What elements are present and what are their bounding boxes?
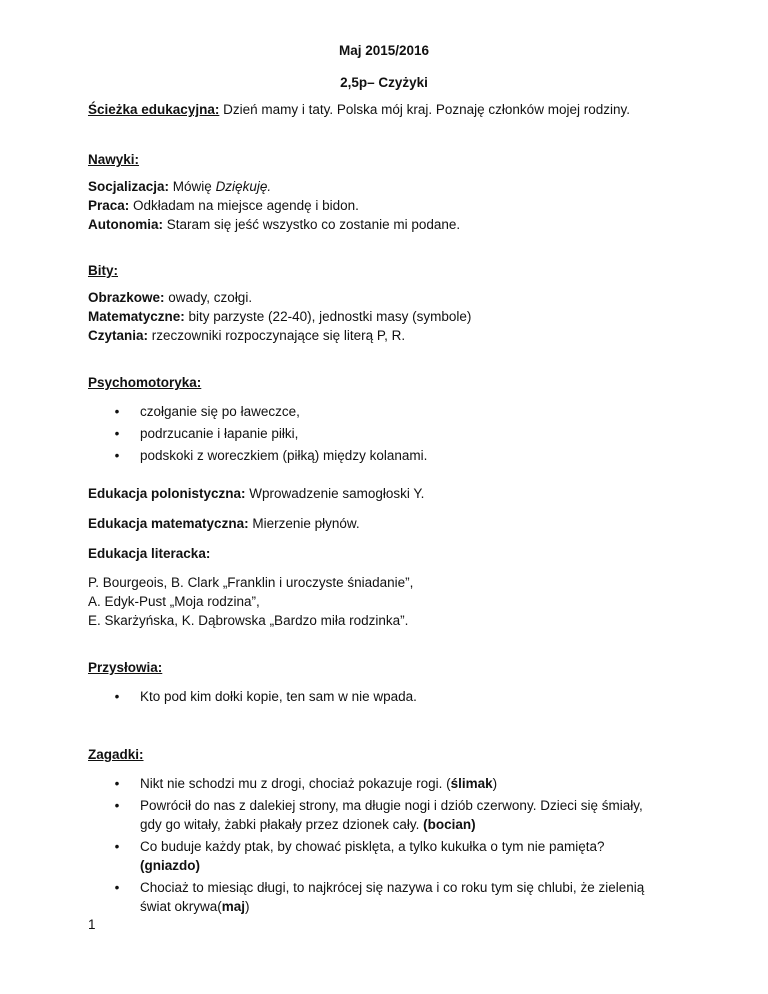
- edukacja-polonistyczna: [88, 485, 424, 503]
- psychomotoryka-title: Psychomotoryka:: [88, 375, 202, 390]
- riddle-answer: (bocian): [423, 817, 476, 832]
- bullet-icon: •: [114, 798, 120, 813]
- edukacja-matematyczna: [88, 515, 360, 533]
- bullet-icon: •: [114, 839, 120, 854]
- riddle-line: Chociaż to miesiąc długi, to najkrócej się nazywa i co roku tym się chlubi, że zielenią: [140, 880, 645, 895]
- bullet-icon: •: [114, 776, 120, 791]
- riddle-answer: ślimak: [450, 776, 493, 791]
- book-item: P. Bourgeois, B. Clark „Franklin i uroczyste śniadanie”,: [88, 575, 414, 590]
- zagadki-title: Zagadki:: [88, 747, 144, 762]
- socjalizacja-text: Mówię: [169, 179, 216, 194]
- matematyczna-label: Edukacja matematyczna:: [88, 516, 249, 531]
- riddle-text: świat okrywa(: [140, 899, 222, 914]
- riddle-line: [140, 898, 250, 916]
- sciezka-label: Ścieżka edukacyjna:: [88, 102, 220, 117]
- sciezka-line: [88, 101, 630, 119]
- riddle-text: Nikt nie schodzi mu z drogi, chociaż pokazuje rogi. (: [140, 776, 451, 791]
- header-group: 2,5p– Czyżyki: [340, 75, 428, 90]
- obrazkowe-text: owady, czołgi.: [164, 290, 253, 305]
- bullet-icon: •: [114, 448, 120, 463]
- czytania-label: Czytania:: [88, 328, 149, 343]
- riddle-item: [140, 775, 497, 793]
- bullet-icon: •: [114, 689, 120, 704]
- nawyki-praca: [88, 197, 359, 215]
- header-date: Maj 2015/2016: [338, 43, 430, 58]
- autonomia-label: Autonomia:: [88, 217, 163, 232]
- literacka-label: Edukacja literacka:: [88, 546, 211, 561]
- matematyczne-label: Matematyczne:: [88, 309, 185, 324]
- book-item: E. Skarżyńska, K. Dąbrowska „Bardzo miła rodzinka”.: [88, 613, 409, 628]
- matematyczne-text: bity parzyste (22-40), jednostki masy (symbole): [184, 309, 472, 324]
- riddle-line: Powrócił do nas z dalekiej strony, ma długie nogi i dziób czerwony. Dzieci się śmiały,: [140, 798, 643, 813]
- bullet-icon: •: [114, 404, 120, 419]
- riddle-text: gdy go witały, żabki płakały przez dzionek cały.: [140, 817, 424, 832]
- list-item: czołganie się po ławeczce,: [140, 404, 300, 419]
- czytania-text: rzeczowniki rozpoczynające się literą P, R.: [148, 328, 406, 343]
- riddle-close: ): [245, 899, 250, 914]
- bity-matematyczne: [88, 308, 471, 326]
- bity-title: Bity:: [88, 263, 118, 278]
- book-item: A. Edyk-Pust „Moja rodzina”,: [88, 594, 260, 609]
- bity-obrazkowe: [88, 289, 252, 307]
- riddle-line: [140, 816, 476, 834]
- matematyczna-text: Mierzenie płynów.: [248, 516, 360, 531]
- praca-label: Praca:: [88, 198, 130, 213]
- list-item: Kto pod kim dołki kopie, ten sam w nie wpada.: [140, 689, 417, 704]
- riddle-answer: (gniazdo): [140, 858, 200, 873]
- sciezka-text: Dzień mamy i taty. Polska mój kraj. Poznaję członków mojej rodziny.: [219, 102, 630, 117]
- page-number: 1: [88, 917, 96, 932]
- autonomia-text: Staram się jeść wszystko co zostanie mi podane.: [163, 217, 461, 232]
- riddle-line: Co buduje każdy ptak, by chować pisklęta, a tylko kukułka o tym nie pamięta?: [140, 839, 605, 854]
- list-item: podskoki z woreczkiem (piłką) między kolanami.: [140, 448, 428, 463]
- praca-text: Odkładam na miejsce agendę i bidon.: [129, 198, 359, 213]
- bullet-icon: •: [114, 880, 120, 895]
- nawyki-socjalizacja: [88, 178, 271, 196]
- nawyki-autonomia: [88, 216, 460, 234]
- obrazkowe-label: Obrazkowe:: [88, 290, 165, 305]
- riddle-close: ): [492, 776, 498, 791]
- bity-czytania: [88, 327, 405, 345]
- bullet-icon: •: [114, 426, 120, 441]
- polonistyczna-label: Edukacja polonistyczna:: [88, 486, 246, 501]
- riddle-answer: maj: [221, 899, 246, 914]
- socjalizacja-italic: Dziękuję.: [215, 179, 272, 194]
- socjalizacja-label: Socjalizacja:: [88, 179, 170, 194]
- polonistyczna-text: Wprowadzenie samogłoski Y.: [245, 486, 425, 501]
- nawyki-title: Nawyki:: [88, 152, 140, 167]
- przyslowia-title: Przysłowia:: [88, 660, 163, 675]
- list-item: podrzucanie i łapanie piłki,: [140, 426, 299, 441]
